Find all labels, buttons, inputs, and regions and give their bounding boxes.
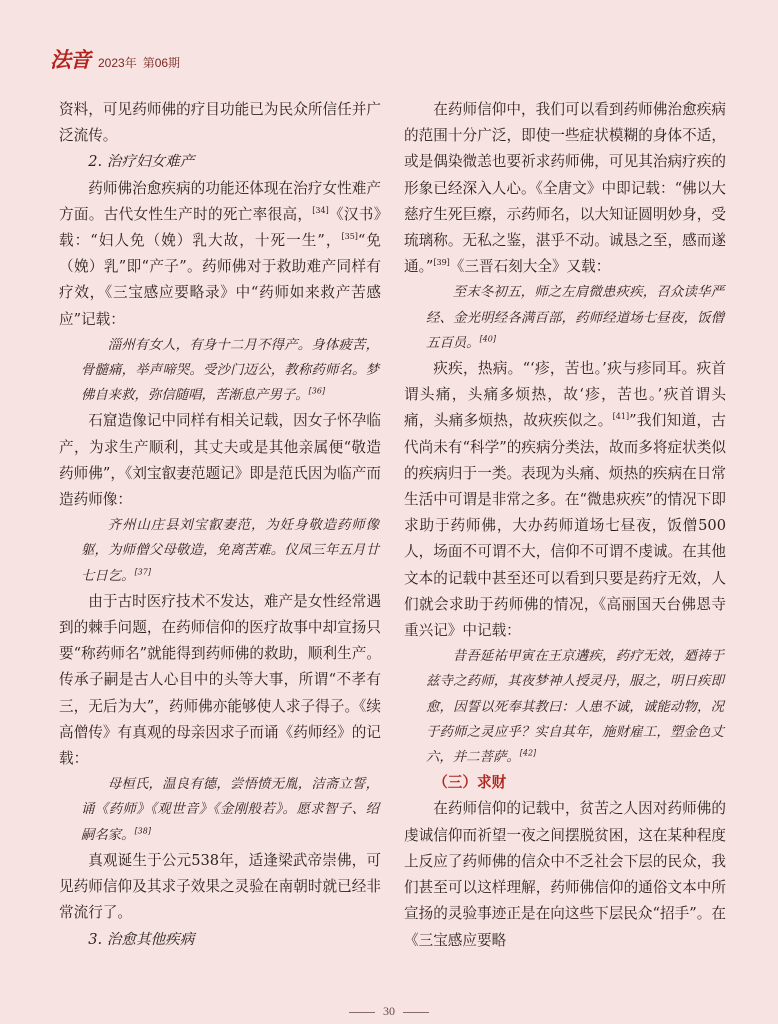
- paragraph: [404, 97, 726, 280]
- paragraph: [59, 176, 381, 333]
- left-column: [59, 97, 381, 953]
- page-number: 30: [383, 1004, 395, 1018]
- text: “免（娩）乳”即“产子”。药师佛对于救助难产同样有疗效，《三宝感应要略录》中“药师如来救产苦感应”记载：: [59, 232, 381, 328]
- block-quote: [59, 513, 381, 589]
- footer-rule: [403, 1012, 429, 1013]
- section-heading: （三）求财: [433, 774, 507, 792]
- footnote-ref: [41]: [612, 412, 630, 422]
- footnote-ref: [39]: [433, 258, 450, 268]
- block-quote: [59, 772, 381, 848]
- paragraph: 石窟造像记中同样有相关记载，因女子怀孕临产，为求生产顺利，其丈夫或是其他亲属便“敬造药师佛”，《刘宝叡妻范题记》即是范氏因为临产而造药师像：: [59, 412, 381, 509]
- paragraph: 由于古时医疗技术不发达，难产是女性经常遇到的棘手问题，在药师信仰的医疗故事中却宣扬只要“称药师名”就能得到药师佛的救助，顺利生产。传承子嗣是古人心目中的头等大事，所谓“不孝有三，无后为大”，药师佛亦能够使人求子得子。《续高僧传》有真观的母亲因求子而诵《药师经》的记载：: [59, 592, 381, 768]
- page-footer: [0, 1004, 778, 1019]
- issue-number: 第06期: [142, 56, 181, 70]
- paragraph: 真观诞生于公元538年，适逢梁武帝崇佛，可见药师信仰及其求子效果之灵验在南朝时就已经非常流行了。: [59, 851, 381, 922]
- text: 《汉书》载：“妇人免（娩）乳大故，十死一生”，: [59, 205, 381, 250]
- text: 至末冬初五，师之左肩微患疢疾，召众读华严经、金光明经各满百部，药师经道场七昼夜，饭僧五百员。: [426, 285, 724, 351]
- footer-rule: [349, 1012, 375, 1013]
- text: 淄州有女人，有身十二月不得产。身体疲苦，骨髓痛，举声啼哭。受沙门迈公，教称药师名。梦佛自来救，弥信随唱，苦渐息产男子。: [81, 337, 379, 404]
- footnote-ref: [38]: [134, 826, 151, 836]
- text: 《三晋石刻大全》又载：: [449, 258, 611, 276]
- page-header: [50, 44, 180, 74]
- footnote-ref: [34]: [312, 205, 329, 215]
- block-quote: [404, 644, 726, 770]
- text: 疢疾，热病。“‘疹，苦也。’疢与疹同耳。疢首谓头痛，头痛多烦热，故‘疹，苦也。’疢首谓头痛，头痛多烦热，故疢疾似之。: [404, 360, 726, 430]
- journal-logo: 法音: [50, 47, 90, 72]
- text: 在药师信仰中，我们可以看到药师佛治愈疾病的范围十分广泛，即使一些症状模糊的身体不适，或是偶染微恙也要祈求药师佛，可见其治病疗疾的形象已经深入人心。《全唐文》中即记载：“佛以大慈疗生死巨瘵，示药师名，以大知证圆明妙身，受琉璃称。无私之鉴，湛乎不动。诚恳之至，感而遂通。”: [404, 101, 726, 276]
- right-column: [404, 97, 726, 954]
- footnote-ref: [37]: [134, 567, 151, 577]
- text: 药师佛治愈疾病的功能还体现在治疗女性难产方面。古代女性生产时的死亡率很高，: [59, 179, 381, 223]
- paragraph: 在药师信仰的记载中，贫苦之人因对药师佛的虔诚信仰而祈望一夜之间摆脱贫困，这在某种程度上反应了药师佛的信众中不乏社会下层的民众，我们甚至可以这样理解，药师佛信仰的通俗文本中所宣扬的灵验事迹正是在向这些下层民众“招手”。在《三宝感应要略: [404, 800, 726, 949]
- paragraph: 资料，可见药师佛的疗目功能已为民众所信任并广泛流传。: [59, 101, 381, 145]
- text: 昔吾延祐甲寅在王京遘疾，药疗无效，廼祷于兹寺之药师，其夜梦神人授灵丹，服之，明日疾即愈，因誓以死奉其教曰：人患不诚，诚能动物，况于药师之灵应乎？实自其年，施财雇工，塑金色丈六，并二菩萨。: [426, 649, 724, 766]
- footnote-ref: [35]: [341, 232, 358, 242]
- text: 母桓氏，温良有德，尝悟愤无胤，洁斋立誓，诵《药师》《观世音》《金刚般若》。愿求智子、绍嗣名家。: [81, 777, 379, 843]
- footnote-ref: [36]: [308, 386, 326, 396]
- footnote-ref: [42]: [519, 748, 537, 758]
- footnote-ref: [40]: [479, 334, 496, 344]
- text: 齐州山庄县刘宝叡妻范，为妊身敬造药师像躯，为师僧父母敬造，免离苦难。仪凤三年五月廿七日乞。: [81, 518, 379, 584]
- block-quote: [404, 280, 726, 356]
- block-quote: [59, 333, 381, 409]
- paragraph: [404, 356, 726, 644]
- issue-year: 2023年: [98, 56, 137, 70]
- text: ”我们知道，古代尚未有“科学”的疾病分类法，故而多将症状类似的疾病归于一类。表现为头痛、烦热的疾病在日常生活中可谓是非常之多。在“微患疢疾”的情况下即求助于药师佛，大办药师道场七昼夜，饭僧500人，场面不可谓不大，信仰不可谓不虔诚。在其他文本的记载中甚至还可以看到只要是药疗无效，人们就会求助于药师佛的情况，《高丽国天台佛恩寺重兴记》中记载：: [404, 412, 726, 640]
- issue-info: [98, 54, 180, 71]
- subheading: 3. 治愈其他疾病: [88, 930, 195, 948]
- subheading: 2. 治疗妇女难产: [88, 153, 195, 171]
